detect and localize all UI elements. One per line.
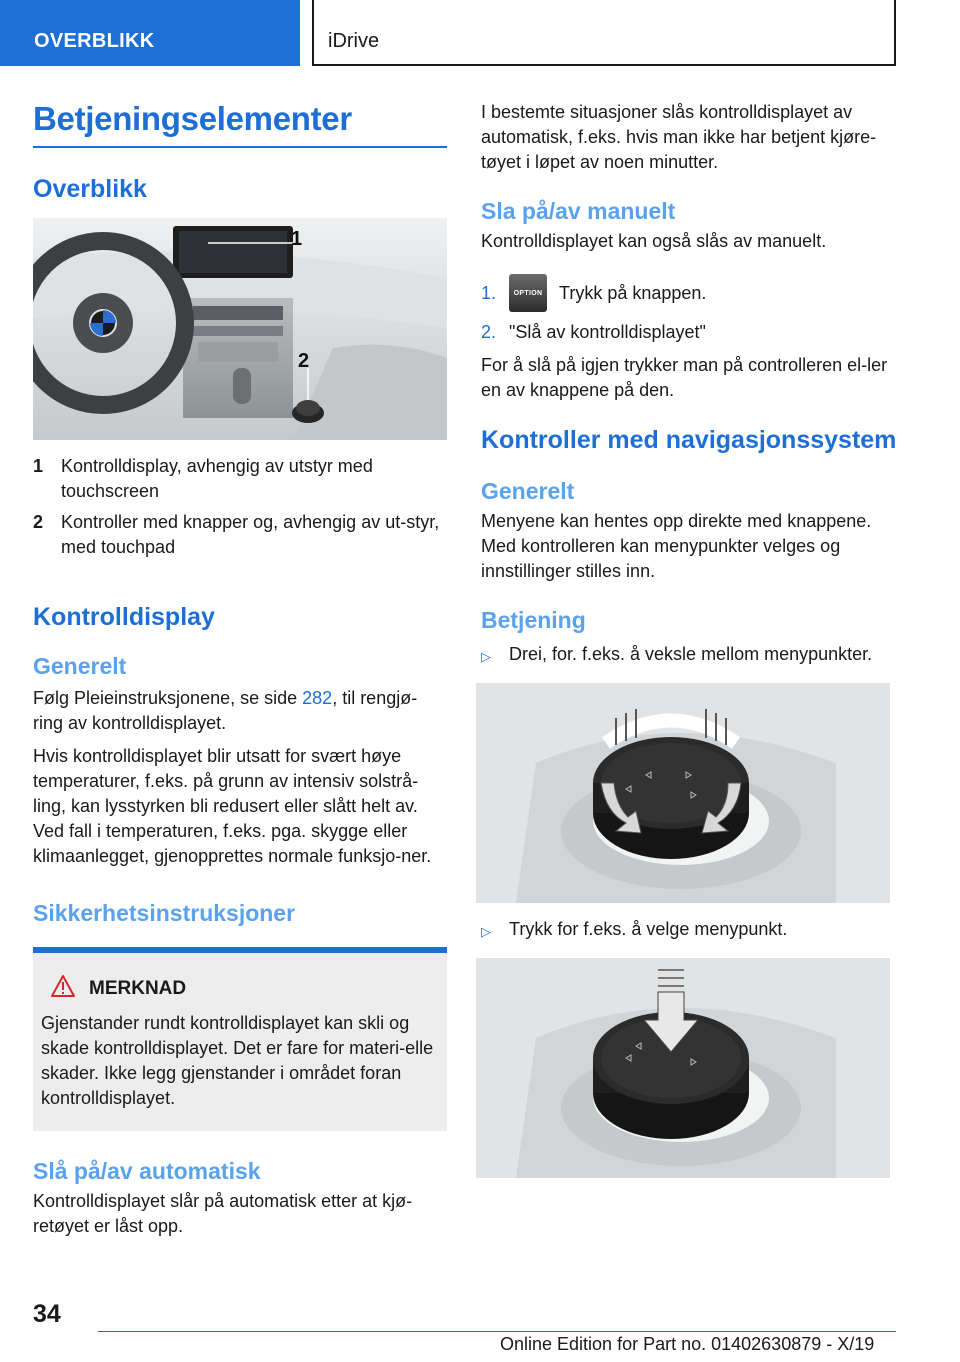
step-text: "Slå av kontrolldisplayet" (509, 322, 706, 342)
step-number: 2. (481, 322, 497, 342)
legend-item (33, 510, 447, 560)
generelt-heading: Generelt (33, 653, 127, 679)
generelt-paragraph-2: Hvis kontrolldisplayet blir utsatt for svært høye temperaturer, f.eks. på grunn av intensiv solstrå-ling, kan lysstyrken bli redusert eller slått helt av. Ved fall i temperaturen, f.eks. pga. skygge eller klimaanlegget, gjenopprettes normale funksjo-ner. (33, 746, 432, 866)
section-tab[interactable]: OVERBLIKK (0, 0, 300, 66)
footer-divider (98, 1331, 896, 1332)
option-button-icon: OPTION (509, 274, 547, 312)
right-column (481, 100, 897, 1178)
betjening-bullets-1 (481, 642, 897, 669)
nav-generelt-text: Menyene kan hentes opp direkte med knappene. Med kontrolleren kan menypunkter velges og innstillinger stilles inn. (481, 511, 872, 581)
legend-number: 2 (33, 512, 44, 532)
sikkerhet-heading: Sikkerhetsinstruksjoner (33, 900, 296, 926)
page-number: 34 (33, 1300, 61, 1328)
controller-turn-figure (476, 683, 890, 903)
bullet-item (481, 642, 897, 669)
warning-box (33, 947, 447, 1131)
legend-item (33, 454, 447, 504)
manual-after-text: For å slå på igjen trykker man på controlleren el-ler en av knappene på den. (481, 355, 888, 400)
figure-label-1: 1 (291, 228, 303, 250)
generelt-paragraph-1 (33, 686, 447, 736)
legend-number: 1 (33, 456, 44, 476)
overblikk-heading: Overblikk (33, 175, 147, 203)
kontrolldisplay-heading: Kontrolldisplay (33, 603, 215, 631)
page-title: Betjeningselementer (33, 100, 447, 148)
cockpit-illustration (33, 218, 447, 440)
manual-text: Kontrolldisplayet kan også slås av manuelt. (481, 231, 827, 251)
betjening-bullets-2 (481, 917, 897, 944)
warning-triangle-icon (51, 975, 75, 1003)
bullet-text: Trykk for f.eks. å velge menypunkt. (509, 919, 788, 939)
warning-title-text: MERKNAD (89, 978, 187, 999)
auto-heading: Slå på/av automatisk (33, 1158, 261, 1184)
page-header (0, 0, 960, 66)
generelt-text-a: Følg Pleieinstruksjonene, se side (33, 688, 303, 708)
step-number: 1. (481, 282, 497, 303)
controller-press-figure (476, 958, 890, 1178)
chapter-tab[interactable]: iDrive (312, 0, 896, 66)
manual-heading: Sla på/av manuelt (481, 198, 676, 224)
legend-text: Kontroller med knapper og, avhengig av ut-styr, med touchpad (61, 512, 440, 557)
step-text: Trykk på knappen. (559, 282, 707, 303)
bullet-text: Drei, for. f.eks. å veksle mellom menypunkter. (509, 644, 873, 664)
step-item (481, 274, 897, 312)
nav-generelt-heading: Generelt (481, 478, 575, 504)
betjening-heading: Betjening (481, 607, 586, 633)
generelt-text-b: , til rengjø-ring av kontrolldisplayet. (33, 688, 418, 733)
triangle-bullet-icon: ▷ (481, 649, 491, 664)
warning-title (51, 975, 439, 1003)
nav-heading: Kontroller med navigasjonssystem (481, 426, 897, 454)
footer-edition: Online Edition for Part no. 01402630879 - X/19 (500, 1334, 875, 1354)
cockpit-figure (33, 218, 447, 440)
bullet-item (481, 917, 897, 944)
manual-steps (481, 274, 897, 345)
controller-press-illustration (476, 958, 890, 1178)
triangle-bullet-icon: ▷ (481, 924, 491, 939)
left-column (33, 100, 447, 1239)
figure-label-2: 2 (298, 350, 310, 372)
figure-legend (33, 454, 447, 560)
legend-text: Kontrolldisplay, avhengig av utstyr med touchscreen (61, 456, 373, 501)
warning-text: Gjenstander rundt kontrolldisplayet kan skli og skade kontrolldisplayet. Det er fare for materi-elle skader. Ikke legg gjenstander i området foran kontrolldisplayet. (41, 1013, 434, 1108)
step-item (481, 320, 897, 345)
intro-text: I bestemte situasjoner slås kontrolldisplayet av automatisk, f.eks. hvis man ikke har betjent kjøre-tøyet i løpet av noen minutter. (481, 102, 877, 172)
controller-turn-illustration (476, 683, 890, 903)
page-link-282[interactable]: 282 (302, 688, 333, 708)
auto-text: Kontrolldisplayet slår på automatisk etter at kjø-retøyet er låst opp. (33, 1191, 413, 1236)
